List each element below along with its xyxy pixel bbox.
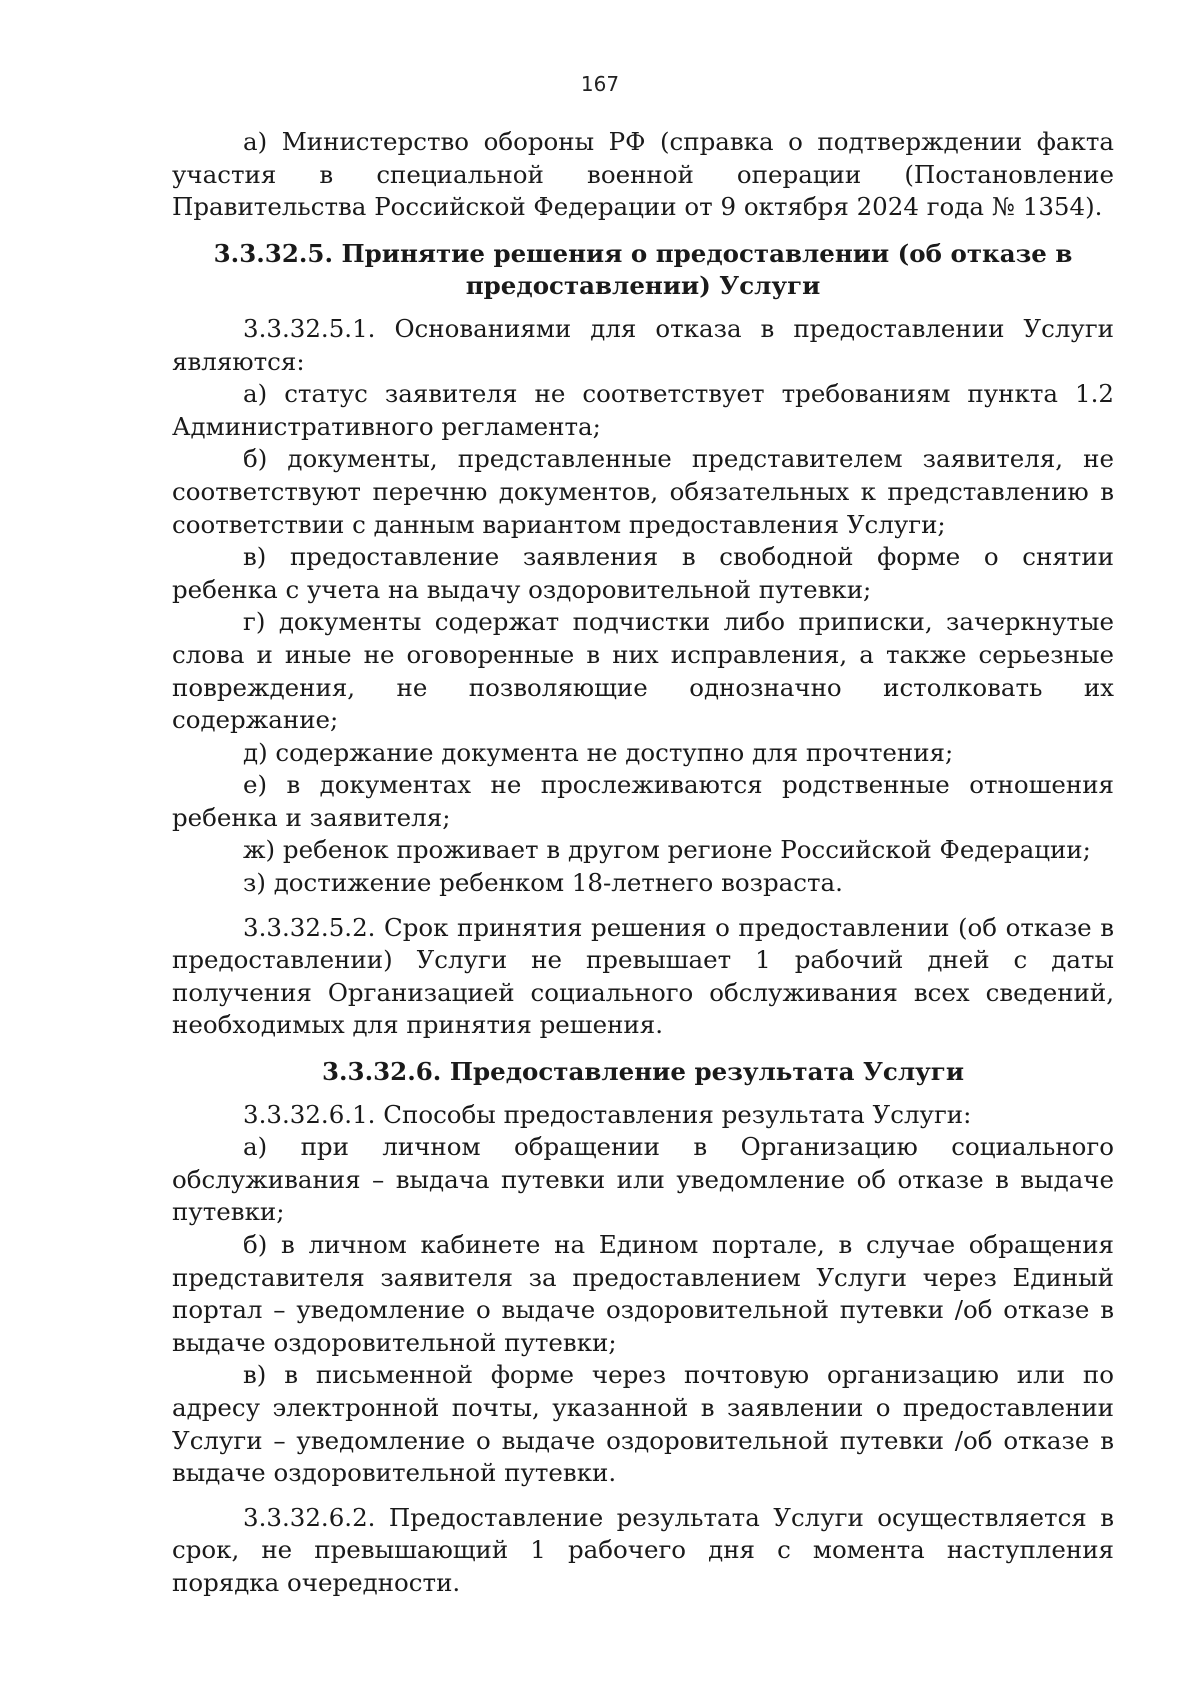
paragraph-3-3-32-6-2: 3.3.32.6.2. Предоставление результата Услуги осуществляется в срок, не превышающий 1 рабочего дня с момента наступления порядка очередности. (172, 1502, 1114, 1597)
paragraph-3-3-32-6-1: 3.3.32.6.1. Способы предоставления результата Услуги: (243, 1099, 972, 1129)
document-body (172, 126, 1114, 1600)
list-item-d-unreadable: д) содержание документа не доступно для прочтения; (243, 737, 954, 767)
list-item-b-documents: б) документы, представленные представителем заявителя, не соответствуют перечню документов, обязательных к представлению в соответствии с данным вариантом предоставления Услуги; (172, 444, 1114, 539)
list-item-b-personal-account: б) в личном кабинете на Едином портале, в случае обращения представителя заявителя за предоставлением Услуги через Единый портал – уведомление о выдаче оздоровительной путевки /об отказе в выдаче оздоровительной путевки; (172, 1230, 1114, 1357)
list-item-v-written-form: в) в письменной форме через почтовую организацию или по адресу электронной почты, указанной в заявлении о предоставлении Услуги – уведомление о выдаче оздоровительной путевки /об отказе в выдаче оздоровительной путевки. (172, 1360, 1114, 1488)
list-item-e-relationship: е) в документах не прослеживаются родственные отношения ребенка и заявителя; (172, 770, 1114, 832)
list-item-v-application: в) предоставление заявления в свободной форме о снятии ребенка с учета на выдачу оздоровительной путевки; (172, 542, 1114, 604)
list-item-a-status: а) статус заявителя не соответствует требованиям пункта 1.2 Административного регламента; (172, 379, 1114, 441)
list-item-z-age: з) достижение ребенком 18-летнего возраста. (243, 868, 843, 898)
paragraph-3-3-32-5-2: 3.3.32.5.2. Срок принятия решения о предоставлении (об отказе в предоставлении) Услуги не превышает 1 рабочий дней с даты получения Организацией социального обслуживания всех сведений, необходимых для принятия решения. (172, 912, 1114, 1040)
list-item-zh-other-region: ж) ребенок проживает в другом регионе Российской Федерации; (243, 835, 1091, 865)
section-heading-3-3-32-5: 3.3.32.5. Принятие решения о предоставлении (об отказе в предоставлении) Услуги (213, 238, 1073, 301)
list-item-a-personal-visit: а) при личном обращении в Организацию социального обслуживания – выдача путевки или уведомление об отказе в выдаче путевки; (172, 1132, 1114, 1227)
paragraph-ministry-of-defense: а) Министерство обороны РФ (справка о подтверждении факта участия в специальной военной операции (Постановление Правительства Российской Федерации от 9 октября 2024 года № 1354). (172, 127, 1114, 222)
paragraph-3-3-32-5-1: 3.3.32.5.1. Основаниями для отказа в предоставлении Услуги являются: (172, 313, 1114, 376)
section-heading-3-3-32-6: 3.3.32.6. Предоставление результата Услуги (321, 1057, 964, 1087)
list-item-g-corrections: г) документы содержат подчистки либо приписки, зачеркнутые слова и иные не оговоренные в них исправления, а также серьезные повреждения, не позволяющие однозначно истолковать их содержание; (172, 607, 1114, 735)
page-number: 167 (580, 72, 620, 96)
